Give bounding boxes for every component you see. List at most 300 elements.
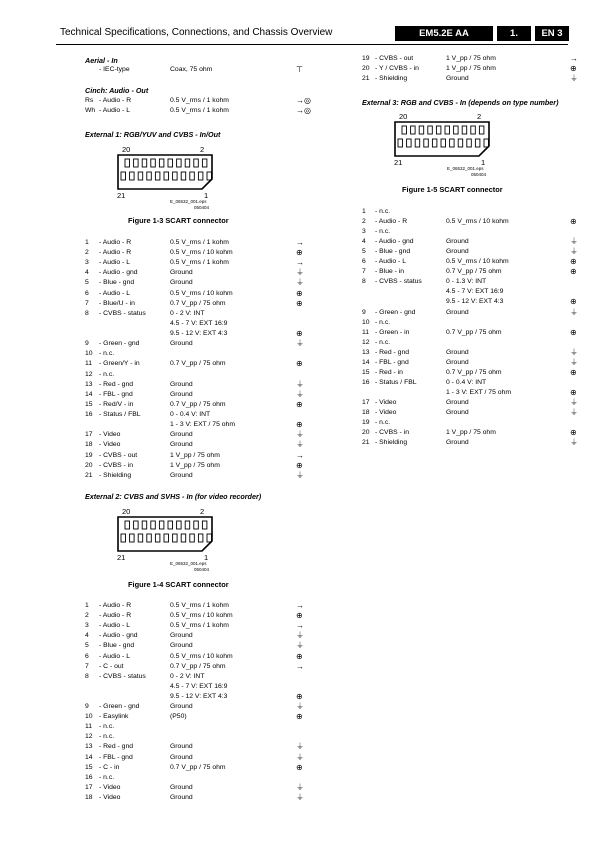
- scart-pin: [134, 521, 139, 529]
- pin-name: - Audio - gnd: [99, 269, 138, 277]
- scart-pin: [419, 126, 424, 134]
- ext2-caption: Figure 1-4 SCART connector: [128, 580, 229, 589]
- scart-pin: [168, 521, 173, 529]
- pin-name: - FBL - gnd: [99, 390, 133, 398]
- aerial-heading: Aerial - In: [85, 56, 118, 65]
- ext1-pin-row: [85, 248, 308, 258]
- input-symbol-icon: ⊕: [570, 367, 577, 377]
- scart-pin-1-label: 1: [481, 158, 486, 167]
- pin-value: 0 - 0.4 V: INT: [446, 378, 487, 386]
- ext1-pin-row: [85, 410, 308, 420]
- pin-value: 9.5 - 12 V: EXT 4:3: [170, 330, 228, 338]
- ext2-pin-row: [85, 793, 308, 803]
- scart-pin-1-label: 1: [204, 191, 209, 200]
- scart-pin: [202, 521, 207, 529]
- scart-pin: [121, 534, 126, 542]
- ext1-pin-row: [85, 420, 308, 430]
- scart-pin: [475, 139, 480, 147]
- ground-symbol-icon: ⏚: [570, 74, 578, 84]
- pin-name: - Red - gnd: [99, 380, 134, 388]
- pin-number: 18: [85, 441, 93, 449]
- pin-name: - n.c.: [375, 338, 391, 346]
- pin-value: Ground: [170, 380, 193, 388]
- ext3-pin-row: [362, 247, 582, 257]
- pin-name: - Audio - R: [99, 97, 132, 104]
- ext3-pin-row: [362, 398, 582, 408]
- pin-value: 0.5 V_rms / 1 kohm: [170, 97, 229, 104]
- pin-value: Ground: [170, 279, 193, 287]
- pin-number: 10: [85, 350, 93, 358]
- scart-pin: [185, 521, 190, 529]
- pin-value: 0.7 V_pp / 75 ohm: [170, 763, 226, 771]
- ext3-pin-row: [362, 287, 582, 297]
- input-symbol-icon: ⊕: [296, 460, 303, 470]
- ext2-cont-pin-row: [362, 64, 582, 74]
- pin-value: 4.5 - 7 V: EXT 16:9: [170, 682, 228, 690]
- pin-name: - Status / FBL: [375, 378, 417, 386]
- pin-number: 10: [85, 713, 93, 721]
- scart-figure-date: 050404: [194, 205, 210, 210]
- input-symbol-icon: ⊕: [570, 428, 577, 438]
- pin-name: - n.c.: [375, 228, 391, 236]
- pin-name: - Audio - gnd: [99, 632, 138, 640]
- ext2-pin-row: [85, 682, 308, 692]
- ground-symbol-icon: ⏚: [296, 631, 304, 641]
- ext3-pin-row: [362, 277, 582, 287]
- ext3-pin-row: [362, 408, 582, 418]
- pin-number: 14: [85, 390, 93, 398]
- pin-name: - Green - gnd: [99, 340, 140, 348]
- header-rule: [56, 44, 568, 45]
- ext1-pin-row: [85, 258, 308, 268]
- ext3-pin-row: [362, 308, 582, 318]
- ext1-pin-row: [85, 461, 308, 471]
- input-symbol-icon: ⊕: [296, 359, 303, 369]
- pin-number: 15: [85, 763, 93, 771]
- pin-value: 9.5 - 12 V: EXT 4:3: [170, 692, 228, 700]
- ext3-heading: External 3: RGB and CVBS - In (depends on type number): [362, 98, 559, 107]
- ground-symbol-icon: ⏚: [296, 702, 304, 711]
- scart-pin: [138, 534, 143, 542]
- pin-value: 0.7 V_pp / 75 ohm: [170, 299, 226, 307]
- pin-name: - n.c.: [99, 733, 115, 741]
- pin-number: 7: [85, 662, 89, 670]
- scart-pin: [177, 159, 182, 167]
- pin-name: - Blue - gnd: [99, 642, 135, 650]
- scart-pin: [173, 172, 178, 180]
- pin-number: 9: [362, 308, 366, 316]
- pin-number: 12: [85, 370, 93, 378]
- ground-symbol-icon: ⏚: [570, 397, 578, 407]
- ground-symbol-icon: ⏚: [296, 641, 304, 651]
- pin-number: 17: [362, 398, 370, 406]
- pin-name: - Audio - R: [99, 612, 132, 620]
- pin-number: 8: [85, 672, 89, 680]
- page-header-title: Technical Specifications, Connections, and Chassis Overview: [60, 27, 333, 38]
- pin-value: Ground: [446, 358, 469, 366]
- ext3-pin-row: [362, 348, 582, 358]
- pin-number: 2: [362, 218, 366, 226]
- pin-value: Ground: [446, 398, 469, 406]
- ground-symbol-icon: ⏚: [296, 752, 304, 762]
- input-symbol-icon: ⊕: [296, 420, 303, 430]
- pin-name: - n.c.: [375, 208, 391, 215]
- scart-pin: [159, 521, 164, 529]
- scart-pin: [471, 126, 476, 134]
- ext2-pin-row: [85, 601, 308, 611]
- pin-value: 0.5 V_rms / 10 kohm: [170, 652, 233, 660]
- scart-pin: [130, 534, 135, 542]
- pin-number: 20: [85, 461, 93, 469]
- pin-name: - CVBS - in: [99, 461, 133, 469]
- pin-number: 14: [85, 753, 93, 761]
- pin-value: Ground: [170, 632, 193, 640]
- scart-pin: [134, 159, 139, 167]
- input-symbol-icon: ⊕: [296, 329, 303, 339]
- scart-pin: [181, 172, 186, 180]
- scart-pin-20-label: 20: [122, 145, 131, 154]
- ext1-pin-row: [85, 349, 308, 359]
- pin-number: 6: [85, 289, 89, 297]
- ext2-pin-row: [85, 662, 308, 672]
- ground-symbol-icon: ⏚: [570, 347, 578, 357]
- pin-number: 16: [85, 773, 93, 781]
- pin-number: 14: [362, 358, 370, 366]
- scart-pin: [151, 521, 156, 529]
- pin-number: 8: [362, 278, 366, 286]
- pin-name: - Video: [375, 398, 397, 406]
- ext1-pin-row: [85, 299, 308, 309]
- pin-name: - Shielding: [375, 75, 408, 83]
- ext2-pin-row: [85, 783, 308, 793]
- pin-number: 17: [85, 431, 93, 439]
- pin-number: 12: [362, 338, 370, 346]
- scart-pin: [164, 534, 169, 542]
- pin-number: Wh: [85, 107, 96, 114]
- pin-name: - Audio - L: [99, 107, 130, 114]
- pin-name: - Easylink: [99, 713, 129, 721]
- section-badge: 1.: [497, 26, 531, 41]
- ext2-cont-pin-row: [362, 74, 582, 84]
- pin-number: 4: [85, 269, 89, 277]
- pin-number: 13: [85, 743, 93, 751]
- ext3-pin-row: [362, 227, 582, 237]
- scart-pin: [458, 139, 463, 147]
- pin-number: 2: [85, 249, 89, 257]
- pin-value: 0.7 V_pp / 75 ohm: [446, 268, 502, 276]
- ext1-pin-row: [85, 471, 308, 481]
- scart-pin: [173, 534, 178, 542]
- pin-number: 20: [362, 65, 370, 73]
- scart-pin: [181, 534, 186, 542]
- aerial-row: [85, 65, 308, 75]
- ext3-pin-row: [362, 428, 582, 438]
- ground-symbol-icon: ⏚: [296, 470, 304, 480]
- pin-value: 0.7 V_pp / 75 ohm: [170, 360, 226, 368]
- scart-pin: [445, 126, 450, 134]
- pin-name: - CVBS - in: [375, 429, 409, 437]
- scart-pin: [207, 172, 212, 180]
- pin-name: - Audio - R: [99, 249, 132, 257]
- scart-pin: [424, 139, 429, 147]
- scart-figure-reference: E_06532_001.eps: [170, 561, 207, 566]
- pin-name: - FBL - gnd: [99, 753, 133, 761]
- input-symbol-icon: ⊕: [296, 611, 303, 621]
- ext3-pin-row: [362, 257, 582, 267]
- pin-name: - CVBS - out: [99, 451, 138, 459]
- scart-pin: [207, 534, 212, 542]
- ext2-pin-row: [85, 672, 308, 682]
- pin-number: 11: [362, 328, 370, 336]
- ext2-pin-row: [85, 652, 308, 662]
- ext3-caption: Figure 1-5 SCART connector: [402, 185, 503, 194]
- ext2-pin-row: [85, 692, 308, 702]
- scart-figure-date: 050404: [194, 567, 210, 572]
- pin-value: 0.5 V_rms / 10 kohm: [446, 258, 509, 266]
- ext2-pin-row: [85, 631, 308, 641]
- ground-symbol-icon: ⏚: [570, 307, 578, 317]
- pin-number: 16: [362, 378, 370, 386]
- pin-name: - Status / FBL: [99, 411, 141, 419]
- pin-name: - Green - gnd: [375, 308, 416, 316]
- scart-pin: [454, 126, 459, 134]
- pin-name: - Audio - L: [99, 652, 130, 660]
- scart-pin: [202, 159, 207, 167]
- aerial-ground-symbol-icon: ⊤: [296, 65, 303, 74]
- ext2-pin-row: [85, 702, 308, 712]
- input-symbol-icon: ⊕: [296, 288, 303, 298]
- ext2-pin-row: [85, 773, 308, 783]
- pin-value: Ground: [170, 471, 193, 479]
- ground-symbol-icon: ⏚: [570, 237, 578, 247]
- pin-value: Ground: [446, 348, 469, 356]
- pin-number: 21: [362, 439, 370, 447]
- pin-value: 0 - 2 V: INT: [170, 672, 205, 680]
- pin-name: - CVBS - out: [375, 55, 414, 62]
- pin-value: 0.7 V_pp / 75 ohm: [170, 662, 226, 670]
- output-symbol-icon: →: [296, 601, 304, 610]
- pin-number: 13: [85, 380, 93, 388]
- pin-value: 4.5 - 7 V: EXT 16:9: [446, 288, 504, 296]
- ext3-pin-row: [362, 328, 582, 338]
- scart-figure-date: 050404: [471, 172, 487, 177]
- scart-pin: [198, 172, 203, 180]
- scart-pin: [155, 534, 160, 542]
- pin-name: - Audio - L: [99, 622, 130, 630]
- cinch-heading: Cinch: Audio - Out: [85, 86, 149, 95]
- pin-value: 0.5 V_rms / 1 kohm: [170, 602, 229, 609]
- output-symbol-icon: →: [296, 450, 304, 460]
- input-symbol-icon: ⊕: [296, 399, 303, 409]
- pin-name: - n.c.: [375, 318, 391, 326]
- pin-value: 1 V_pp / 75 ohm: [170, 461, 220, 469]
- ext2-pin-row: [85, 611, 308, 621]
- pin-name: - Video: [99, 793, 121, 801]
- output-symbol-icon: →: [296, 621, 304, 631]
- input-symbol-icon: ⊕: [296, 248, 303, 258]
- pin-number: 17: [85, 783, 93, 791]
- cinch-row: [85, 106, 311, 116]
- scart-pin: [168, 159, 173, 167]
- pin-number: 8: [85, 309, 89, 317]
- ext1-heading: External 1: RGB/YUV and CVBS - In/Out: [85, 130, 221, 139]
- ground-symbol-icon: ⏚: [570, 408, 578, 417]
- pin-name: - Shielding: [99, 471, 132, 479]
- scart-pin-21-label: 21: [117, 191, 126, 200]
- pin-value: (P50): [170, 713, 187, 721]
- ext1-pin-row: [85, 400, 308, 410]
- pin-value: 0.5 V_rms / 1 kohm: [170, 239, 229, 246]
- pin-name: - Shielding: [375, 439, 408, 447]
- pin-value: Ground: [170, 793, 193, 801]
- ext3-pin-row: [362, 217, 582, 227]
- ext1-pin-row: [85, 319, 308, 329]
- scart-pin: [125, 521, 130, 529]
- pin-number: 4: [362, 238, 366, 246]
- input-symbol-icon: ⊕: [570, 257, 577, 267]
- ext3-pin-row: [362, 207, 582, 217]
- output-symbol-icon: →: [296, 661, 304, 671]
- pin-name: - Red - gnd: [99, 743, 134, 751]
- scart-pin: [138, 172, 143, 180]
- pin-number: 9: [85, 340, 89, 348]
- pin-value: Ground: [170, 743, 193, 751]
- ground-symbol-icon: ⏚: [570, 438, 578, 448]
- pin-name: - n.c.: [375, 419, 391, 427]
- pin-name: - IEC-type: [99, 66, 130, 73]
- model-badge: EM5.2E AA: [395, 26, 493, 41]
- pin-value: 0.5 V_rms / 10 kohm: [446, 218, 509, 226]
- pin-value: Coax, 75 ohm: [170, 66, 213, 73]
- pin-value: Ground: [170, 431, 193, 439]
- pin-value: 0.5 V_rms / 10 kohm: [170, 289, 233, 297]
- pin-number: 12: [85, 733, 93, 741]
- ground-symbol-icon: ⏚: [296, 430, 304, 440]
- ext3-pin-row: [362, 267, 582, 277]
- scart-pin: [402, 126, 407, 134]
- ext1-pin-row: [85, 278, 308, 288]
- input-symbol-icon: ⊕: [570, 327, 577, 337]
- ext3-pin-row: [362, 438, 582, 448]
- ext3-pin-row: [362, 418, 582, 428]
- scart-pin: [155, 172, 160, 180]
- ext1-pin-row: [85, 380, 308, 390]
- ext1-pin-row: [85, 430, 308, 440]
- pin-value: Ground: [446, 238, 469, 246]
- ext1-pin-row: [85, 370, 308, 380]
- pin-name: - Audio - R: [375, 218, 408, 226]
- pin-name: - Audio - R: [99, 239, 132, 246]
- scart-pin: [436, 126, 441, 134]
- pin-number: 6: [362, 258, 366, 266]
- scart-pin: [415, 139, 420, 147]
- pin-name: - Audio - gnd: [375, 238, 414, 246]
- pin-name: - Blue - gnd: [99, 279, 135, 287]
- pin-value: 0.5 V_rms / 10 kohm: [170, 249, 233, 257]
- ground-symbol-icon: ⏚: [296, 268, 304, 278]
- ext3-pin-row: [362, 388, 582, 398]
- scart-pin: [462, 126, 467, 134]
- scart-pin: [441, 139, 446, 147]
- pin-name: - CVBS - status: [99, 309, 146, 317]
- scart-pin-20-label: 20: [399, 112, 408, 121]
- pin-name: - Audio - L: [99, 259, 130, 267]
- scart-pin: [194, 159, 199, 167]
- pin-value: Ground: [170, 753, 193, 761]
- pin-value: Ground: [446, 248, 469, 256]
- pin-name: - FBL - gnd: [375, 358, 409, 366]
- pin-value: 0.7 V_pp / 75 ohm: [446, 328, 502, 336]
- pin-name: - Blue - in: [375, 268, 405, 276]
- input-symbol-icon: ⊕: [296, 712, 303, 722]
- input-symbol-icon: ⊕: [570, 217, 577, 227]
- input-symbol-icon: ⊕: [570, 387, 577, 397]
- scart-pin: [484, 139, 489, 147]
- pin-number: 7: [85, 299, 89, 307]
- scart-pin-2-label: 2: [200, 145, 205, 154]
- pin-value: Ground: [170, 340, 193, 348]
- pin-number: 10: [362, 318, 370, 326]
- pin-number: 1: [85, 239, 89, 246]
- pin-name: - Y / CVBS - in: [375, 65, 419, 73]
- pin-name: - Blue - gnd: [375, 248, 411, 256]
- pin-value: Ground: [170, 642, 193, 650]
- output-symbol-icon: →: [296, 258, 304, 268]
- ground-symbol-icon: ⏚: [296, 782, 304, 792]
- pin-value: Ground: [170, 390, 193, 398]
- pin-value: 1 V_pp / 75 ohm: [446, 429, 496, 437]
- scart-pin: [130, 172, 135, 180]
- pin-value: 0.7 V_pp / 75 ohm: [446, 368, 502, 376]
- pin-name: - Green/Y - in: [99, 360, 140, 368]
- ext2-pin-row: [85, 753, 308, 763]
- output-arrow-symbol-icon: →◎: [296, 106, 311, 115]
- ext2-pin-row: [85, 742, 308, 752]
- pin-name: - n.c.: [99, 773, 115, 781]
- ground-symbol-icon: ⏚: [296, 339, 304, 349]
- scart-pin: [450, 139, 455, 147]
- output-symbol-icon: →: [296, 238, 304, 247]
- pin-value: Ground: [446, 409, 469, 416]
- pin-value: Ground: [170, 703, 193, 710]
- input-symbol-icon: ⊕: [570, 267, 577, 277]
- pin-number: 21: [362, 75, 370, 83]
- pin-name: - n.c.: [99, 370, 115, 378]
- ground-symbol-icon: ⏚: [296, 379, 304, 389]
- ground-symbol-icon: ⏚: [296, 792, 304, 802]
- pin-name: - C - in: [99, 763, 120, 771]
- pin-name: - n.c.: [99, 350, 115, 358]
- ext1-pin-row: [85, 329, 308, 339]
- ground-symbol-icon: ⏚: [570, 247, 578, 257]
- page-number-badge: EN 3: [535, 26, 569, 41]
- input-symbol-icon: ⊕: [296, 691, 303, 701]
- ext1-pin-row: [85, 451, 308, 461]
- ext2-pin-row: [85, 763, 308, 773]
- pin-number: 7: [362, 268, 366, 276]
- input-symbol-icon: ⊕: [296, 298, 303, 308]
- ext1-pin-row: [85, 390, 308, 400]
- pin-number: 19: [362, 419, 370, 427]
- ext1-pin-row: [85, 359, 308, 369]
- ground-symbol-icon: ⏚: [296, 278, 304, 288]
- pin-value: 1 - 3 V: EXT / 75 ohm: [446, 388, 511, 396]
- ext2-cont-pin-row: [362, 54, 582, 64]
- pin-number: 1: [362, 208, 366, 215]
- ext1-pin-row: [85, 440, 308, 450]
- pin-name: - Red/V - in: [99, 400, 134, 408]
- pin-number: 15: [85, 400, 93, 408]
